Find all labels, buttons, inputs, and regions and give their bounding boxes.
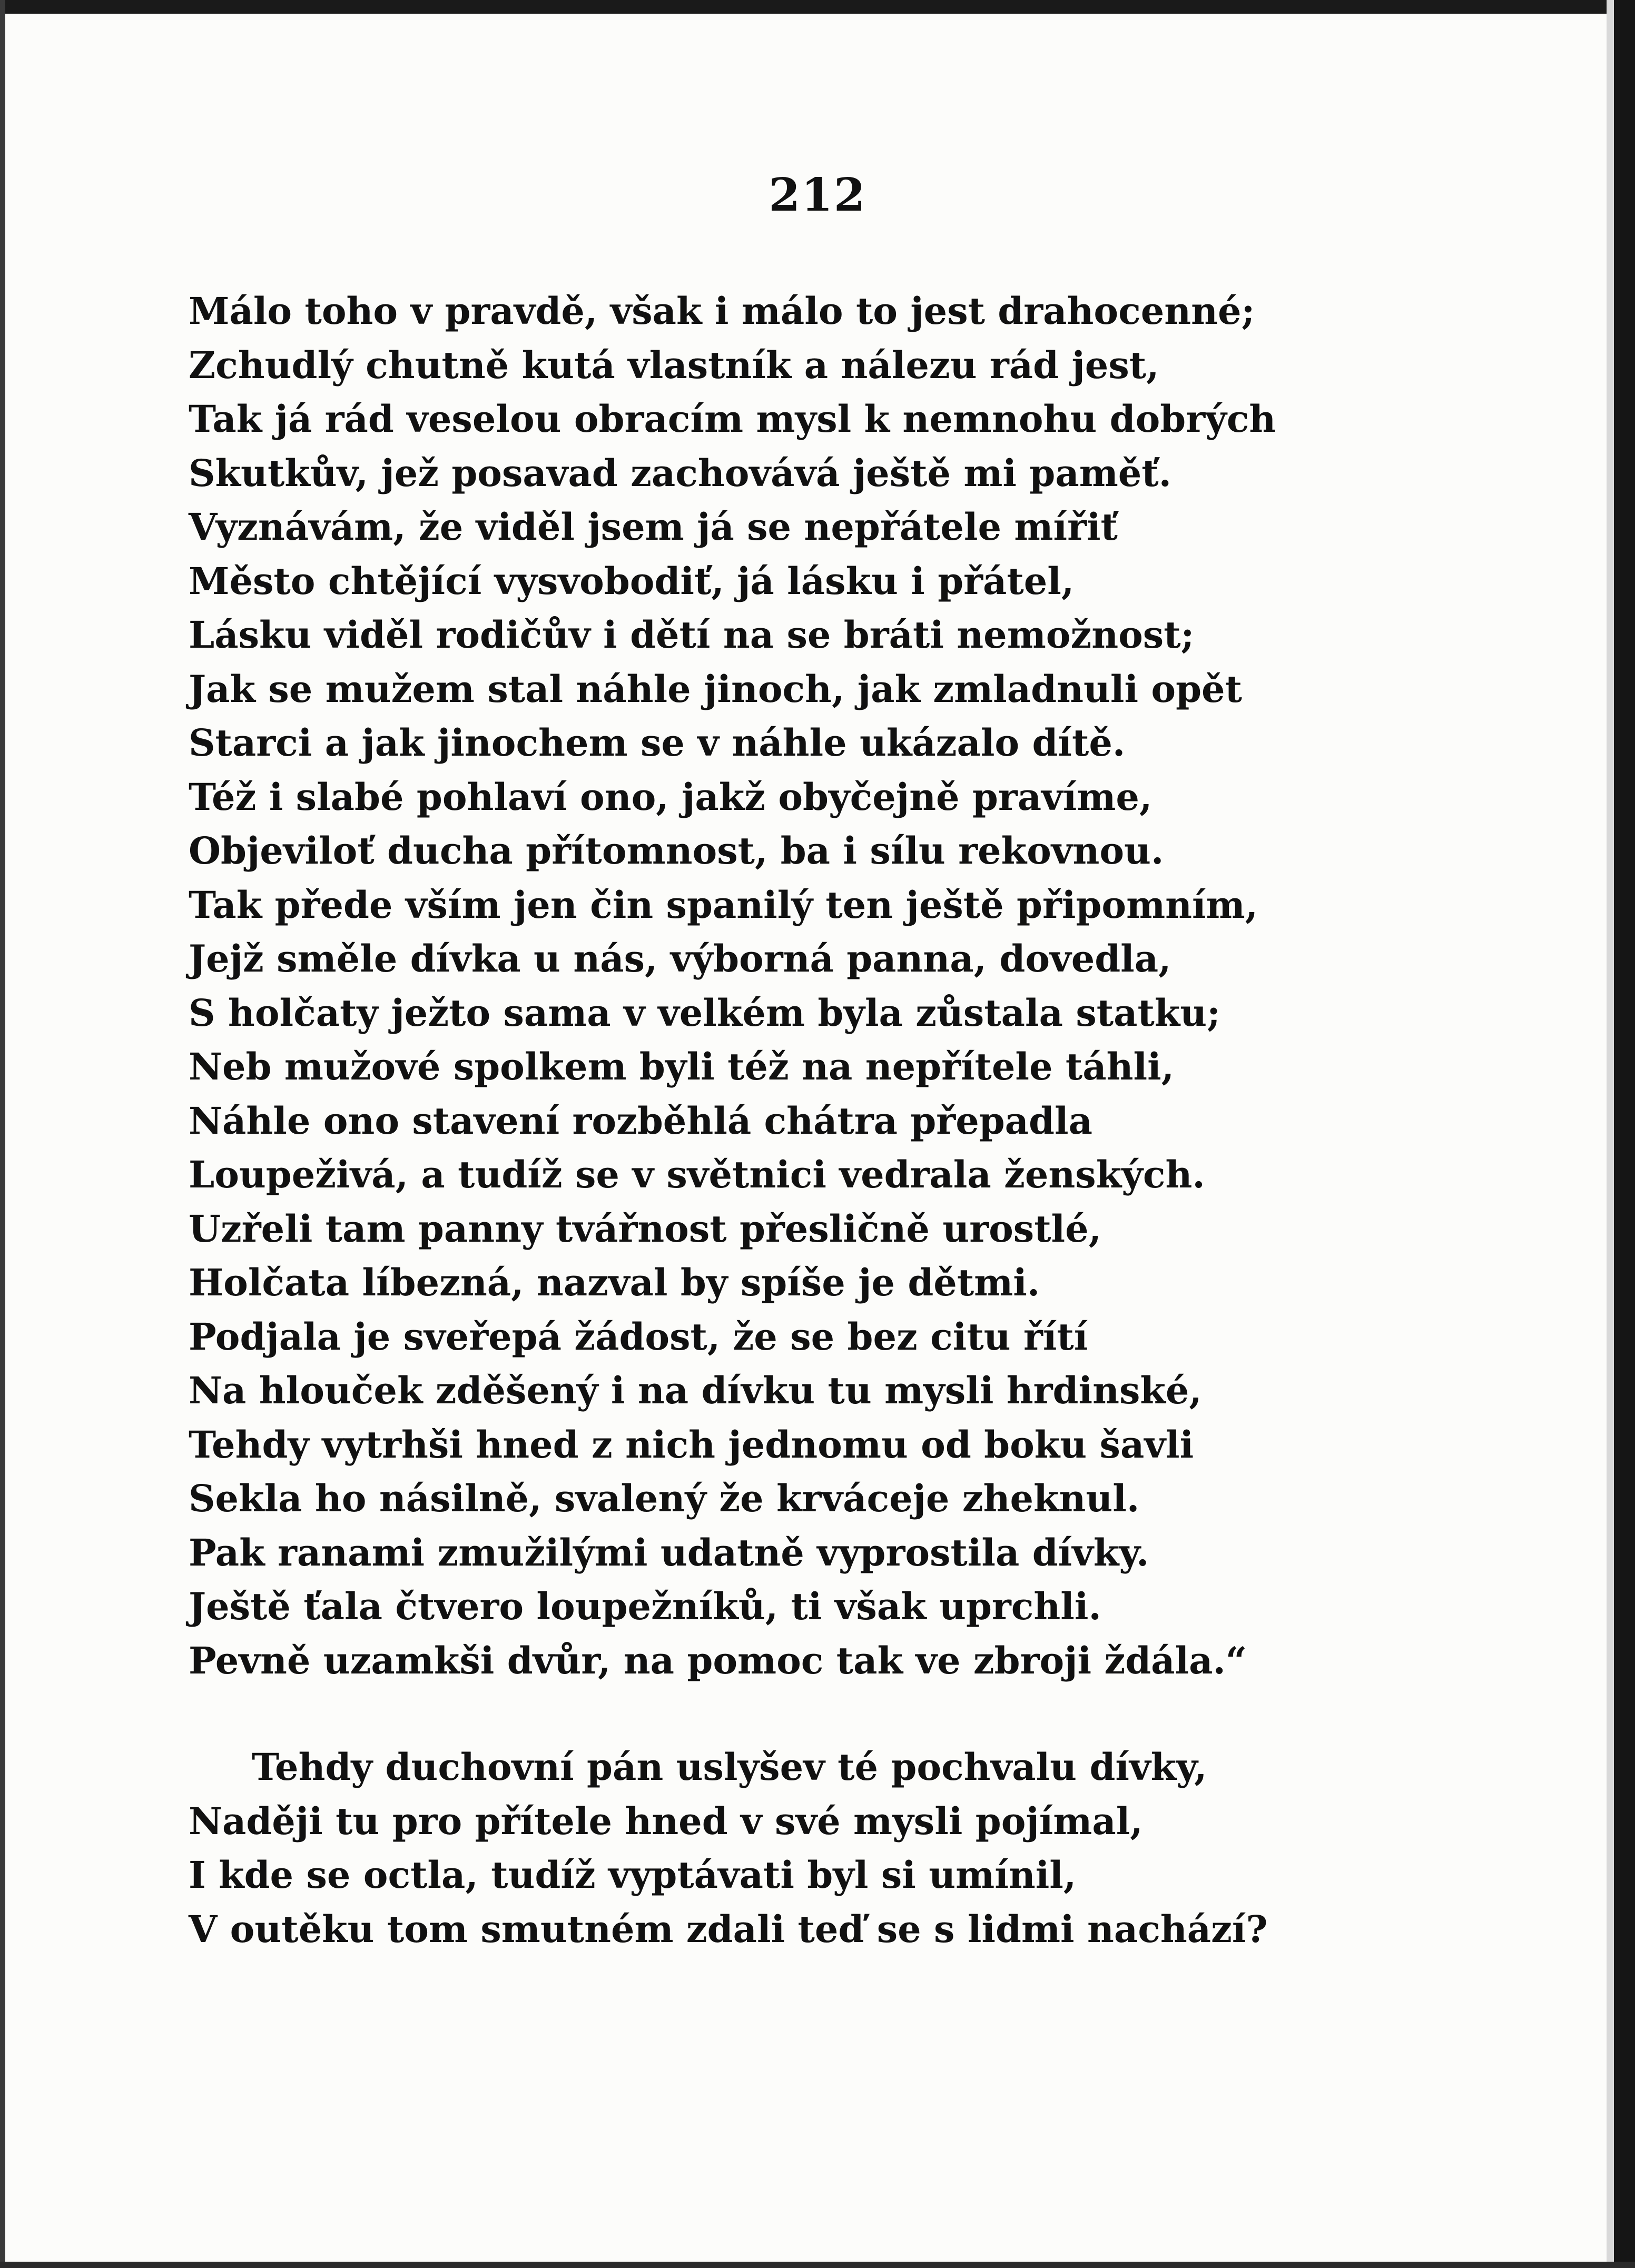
poem-line: Neb mužové spolkem byli též na nepřítele táhli, [189,1045,1175,1088]
scan-edge-left [0,0,5,2268]
poem-stanza-2 [189,1740,1267,1956]
poem-line: Tehdy duchovní pán uslyšev té pochvalu dívky, [252,1745,1207,1789]
page-number: 212 [769,169,866,222]
poem-line: Podjala je sveřepá žádost, že se bez citu řítí [189,1314,1088,1359]
poem-line: Pak ranami zmužilými udatně vyprostila dívky. [189,1530,1149,1574]
scan-edge-bottom [0,2262,1635,2268]
poem-line: Na hlouček zděšený i na dívku tu mysli hrdinské, [189,1369,1202,1412]
poem-line: Holčata líbezná, nazval by spíše je dětmi. [189,1261,1040,1304]
poem-line: Loupeživá, a tudíž se v světnici vedrala ženských. [189,1153,1205,1196]
scan-edge-right-inner [1607,0,1614,2268]
poem-line: Jejž směle dívka u nás, výborná panna, dovedla, [189,937,1171,981]
poem-line: Sekla ho násilně, svalený že krváceje zheknul. [189,1477,1140,1520]
poem-line: Uzřeli tam panny tvářnost přesličně urostlé, [189,1206,1102,1251]
poem-line: V outěku tom smutném zdali teď se s lidmi nachází? [189,1907,1268,1951]
scan-edge-right [1614,0,1635,2268]
poem-line: Starci a jak jinochem se v náhle ukázalo dítě. [189,721,1126,765]
poem-line: Ještě ťala čtvero loupežníků, ti však uprchli. [189,1584,1101,1628]
poem-line: Naději tu pro přítele hned v své mysli pojímal, [189,1799,1143,1843]
poem-line: Zchudlý chutně kutá vlastník a nálezu rád jest, [189,343,1159,387]
scan-edge-top [0,0,1612,14]
poem-line: Málo toho v pravdě, však i málo to jest drahocenné; [189,289,1255,333]
poem-line: Jak se mužem stal náhle jinoch, jak zmladnuli opět [189,667,1242,711]
poem-line: S holčaty ježto sama v velkém byla zůstala statku; [189,991,1221,1035]
poem-line: Tak přede vším jen čin spanilý ten ještě připomním, [189,883,1258,927]
poem-line: Vyznávám, že viděl jsem já se nepřátele mířiť [189,505,1118,549]
poem-line: Též i slabé pohlaví ono, jakž obyčejně pravíme, [189,775,1153,819]
poem-line: Pevně uzamkši dvůr, na pomoc tak ve zbroji ždála.“ [189,1638,1247,1682]
poem-line: I kde se octla, tudíž vyptávati byl si umínil, [189,1853,1077,1897]
poem-line: Tehdy vytrhši hned z nich jednomu od boku šavli [189,1422,1194,1467]
poem-stanza-1 [189,284,1276,1688]
poem-line: Město chtějící vysvobodiť, já lásku i přátel, [189,559,1075,603]
poem-line: Skutkův, jež posavad zachovává ještě mi paměť. [189,451,1172,495]
poem-line: Lásku viděl rodičův i dětí na se bráti nemožnost; [189,613,1195,657]
poem-line: Tak já rád veselou obracím mysl k nemnohu dobrých [189,397,1276,441]
poem-line: Náhle ono stavení rozběhlá chátra přepadla [189,1098,1092,1143]
poem-line: Objeviloť ducha přítomnost, ba i sílu rekovnou. [189,829,1164,873]
